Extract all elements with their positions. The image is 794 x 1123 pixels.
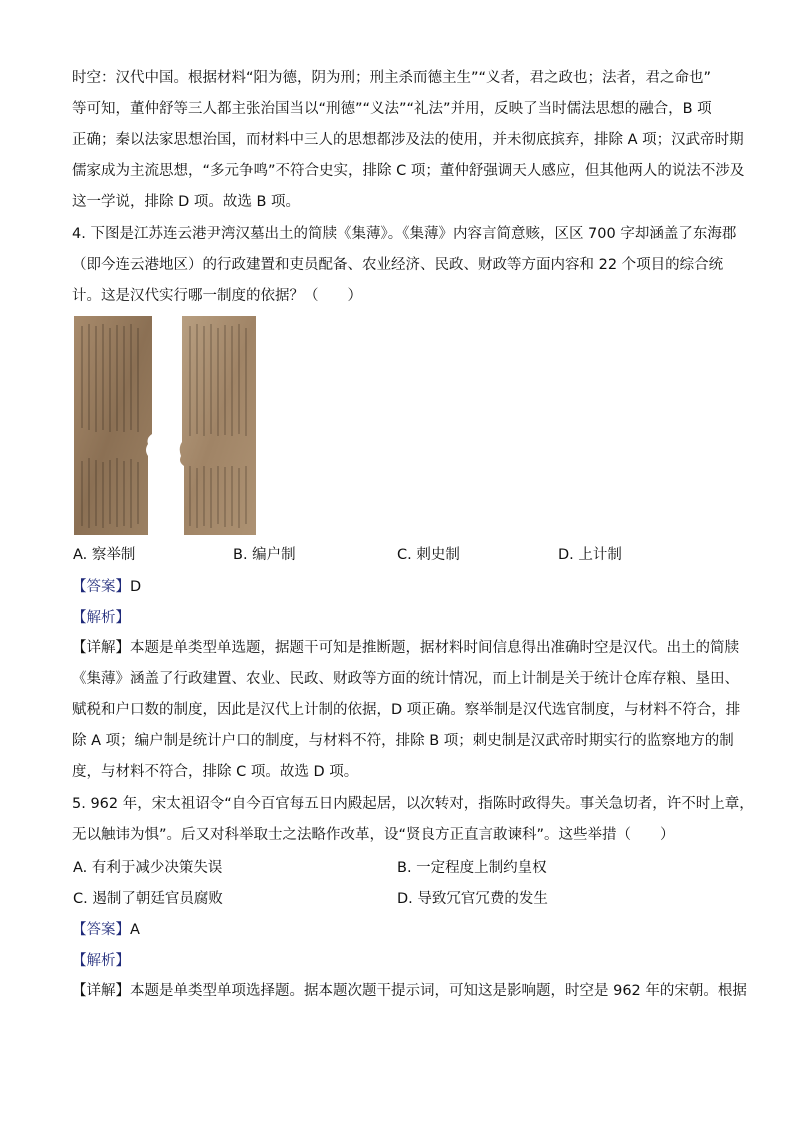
text-line: 赋税和户口数的制度，因此是汉代上计制的依据，D 项正确。察举制是汉代选官制度，与材料不符合，排 xyxy=(72,702,741,718)
text-line: 这一学说，排除 D 项。故选 B 项。 xyxy=(72,194,301,210)
text-line: 儒家成为主流思想，“多元争鸣”不符合史实，排除 C 项；董仲舒强调天人感应，但其他两人的说法不涉及 xyxy=(72,163,745,179)
q5-analysis-label: 【解析】 xyxy=(72,953,130,969)
q4-detail xyxy=(72,633,741,788)
q5-detail xyxy=(72,976,747,1007)
text-line: （即今连云港地区）的行政建置和吏员配备、农业经济、民政、财政等方面内容和 22 个项目的综合统 xyxy=(72,257,724,273)
text-line: 5. 962 年，宋太祖诏令“自今百官每五日内殿起居，以次转对，指陈时政得失。事关急切者，许不时上章， xyxy=(72,796,754,812)
q4-option-c[interactable]: C. 刺史制 xyxy=(397,547,460,563)
q4-option-b[interactable]: B. 编户制 xyxy=(233,547,296,563)
text-line: 等可知，董仲舒等三人都主张治国当以“刑德”“义法”“礼法”并用，反映了当时儒法思想的融合，B 项 xyxy=(72,101,712,117)
text-line: 除 A 项；编户制是统计户口的制度，与材料不符，排除 B 项；刺史制是汉武帝时期实行的监察地方的制 xyxy=(72,733,734,749)
q5-option-b[interactable]: B. 一定程度上制约皇权 xyxy=(397,860,547,876)
text-line: 【详解】本题是单类型单项选择题。据本题次题干提示词，可知这是影响题，时空是 962 年的宋朝。根据 xyxy=(72,983,747,999)
answer-label: 【答案】 xyxy=(72,579,130,595)
question-5-stem xyxy=(72,789,754,851)
q5-option-a[interactable]: A. 有利于减少决策失误 xyxy=(73,860,223,876)
answer-value: A xyxy=(130,922,140,938)
q4-option-d[interactable]: D. 上计制 xyxy=(558,547,622,563)
answer-value: D xyxy=(130,579,142,595)
q4-analysis-label: 【解析】 xyxy=(72,610,130,626)
text-line: 计。这是汉代实行哪一制度的依据？（ ） xyxy=(72,288,362,304)
text-line: 正确；秦以法家思想治国，而材料中三人的思想都涉及法的使用，并未彻底摈弃，排除 A 项；汉武帝时期 xyxy=(72,132,744,148)
text-line: 无以触讳为惧”。后又对科举取士之法略作改革，设“贤良方正直言敢谏科”。这些举措（ ） xyxy=(72,827,675,843)
answer-label: 【答案】 xyxy=(72,922,130,938)
text-line: 4. 下图是江苏连云港尹湾汉墓出土的简牍《集薄》。《集薄》内容言简意赅，区区 700 字却涵盖了东海郡 xyxy=(72,226,737,242)
q4-answer xyxy=(72,577,141,597)
q5-option-d[interactable]: D. 导致冗官冗费的发生 xyxy=(397,891,548,907)
q4-option-a[interactable]: A. 察举制 xyxy=(73,547,136,563)
q5-option-c[interactable]: C. 遏制了朝廷官员腐败 xyxy=(73,891,223,907)
text-line: 【详解】本题是单类型单选题，据题干可知是推断题，据材料时间信息得出准确时空是汉代。出土的简牍 xyxy=(72,640,739,656)
text-line: 时空：汉代中国。根据材料“阳为德，阴为刑；刑主杀而德主生”“义者，君之政也；法者，君之命也” xyxy=(72,70,712,86)
text-line: 《集薄》涵盖了行政建置、农业、民政、财政等方面的统计情况，而上计制是关于统计仓库存粮、垦田、 xyxy=(72,671,739,687)
bamboo-slip-photo-right xyxy=(178,316,256,535)
q3-analysis-continuation xyxy=(72,63,745,218)
question-4-stem xyxy=(72,219,737,312)
bamboo-slip-photo-left xyxy=(74,316,152,535)
q5-answer xyxy=(72,920,140,940)
text-line: 度，与材料不符合，排除 C 项。故选 D 项。 xyxy=(72,764,359,780)
